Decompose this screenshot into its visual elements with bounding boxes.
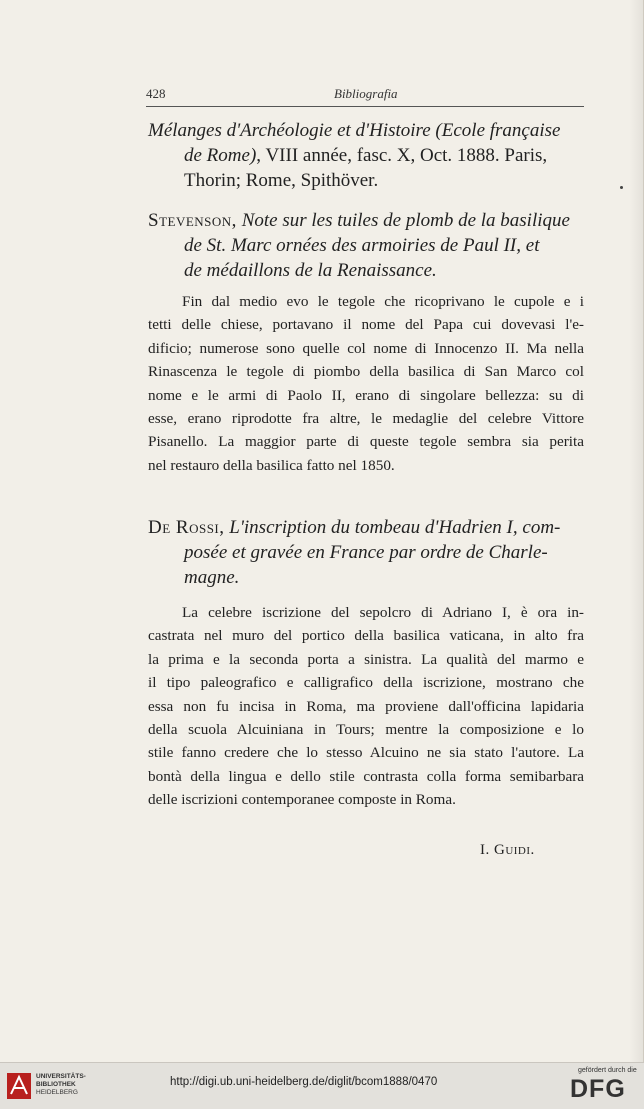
entry2-title-line3: de médaillons de la Renaissance. — [184, 260, 437, 281]
entry3-title-line2: posée et gravée en France par ordre de Charle- — [184, 542, 548, 563]
header-rule — [146, 106, 584, 107]
p1-line: Rinascenza le tegole di piombo della basilica di San Marco col — [148, 363, 584, 381]
p2-line: il tipo paleografico e calligrafico della iscrizione, mostrano che — [148, 674, 584, 692]
p1-line: dificio; numerose sono quelle col nome di Innocenzo II. Ma nella — [148, 339, 584, 357]
entry1-line1: Mélanges d'Archéologie et d'Histoire (Ecole française — [148, 120, 561, 141]
entry3-title-line3: magne. — [184, 567, 240, 588]
logo-text-line3: HEIDELBERG — [36, 1089, 78, 1096]
p1-line: esse, erano riprodotte fra altre, le medaglie del celebre Vittore — [148, 410, 584, 428]
entry1-line2-italic: de Rome) — [184, 145, 257, 166]
entry-melanges — [148, 118, 584, 193]
viewer-footer — [0, 1062, 644, 1109]
paragraph-stevenson-summary — [148, 290, 584, 477]
p1-line: nel restauro della basilica fatto nel 1850. — [148, 456, 395, 474]
entry1-line3: Thorin; Rome, Spithöver. — [184, 170, 379, 191]
page-number: 428 — [146, 86, 166, 101]
permalink-url[interactable]: http://digi.ub.uni-heidelberg.de/diglit/bcom1888/0470 — [170, 1076, 438, 1088]
p2-line: La celebre iscrizione del sepolcro di Adriano I, è ora in- — [182, 604, 584, 621]
entry3-author: De Rossi, — [148, 517, 225, 538]
entry-de-rossi — [148, 515, 584, 590]
p2-line: la prima e la seconda porta a sinistra. La qualità del marmo e — [148, 650, 584, 668]
p2-line: bontà della lingua e dello stile contrasta colla forma semibarbara — [148, 767, 584, 785]
entry2-title-line2: de St. Marc ornées des armoiries de Paul II, et — [184, 235, 540, 256]
university-library-logo-icon — [6, 1072, 32, 1100]
p1-line: Pisanello. La maggior parte di queste tegole sembra sia perita — [148, 433, 584, 451]
paragraph-de-rossi-summary — [148, 601, 584, 812]
funding-note: gefördert durch die — [578, 1067, 637, 1074]
p2-line: essa non fu incisa in Roma, ma proviene dall'officina lapidaria — [148, 697, 584, 715]
p1-line: tetti delle chiese, portavano il nome del Papa cui dovevasi l'e- — [148, 316, 584, 334]
p2-line: della scuola Alcuiniana in Tours; mentre la composizione e lo — [148, 721, 584, 739]
p1-line: nome e le armi di Paolo II, erano di singolare bellezza: su di — [148, 386, 584, 404]
running-title: Bibliografia — [334, 86, 398, 101]
p1-line: Fin dal medio evo le tegole che ricoprivano le cupole e i — [182, 293, 584, 310]
dfg-logo: DFG — [570, 1075, 626, 1103]
entry1-line2-rest: , VIII année, fasc. X, Oct. 1888. Paris, — [256, 145, 548, 166]
logo-text-line2: BIBLIOTHEK — [36, 1081, 76, 1088]
p2-line: delle iscrizioni contemporanee composte in Roma. — [148, 791, 456, 809]
entry2-title-line1: Note sur les tuiles de plomb de la basilique — [241, 210, 570, 231]
speck-mark — [620, 186, 623, 189]
signature: I. Guidi. — [480, 842, 535, 858]
logo-text-line1: UNIVERSITÄTS- — [36, 1073, 86, 1080]
p2-line: castrata nel muro del portico della basilica vaticana, in alto fra — [148, 627, 584, 645]
p2-line: stile fanno credere che lo stesso Alcuino ne sia stato l'autore. La — [148, 744, 584, 762]
entry2-author: Stevenson, — [148, 210, 237, 231]
university-library-name — [36, 1073, 86, 1097]
entry3-title-line1: L'inscription du tombeau d'Hadrien I, com- — [229, 517, 561, 538]
entry-stevenson — [148, 208, 584, 283]
